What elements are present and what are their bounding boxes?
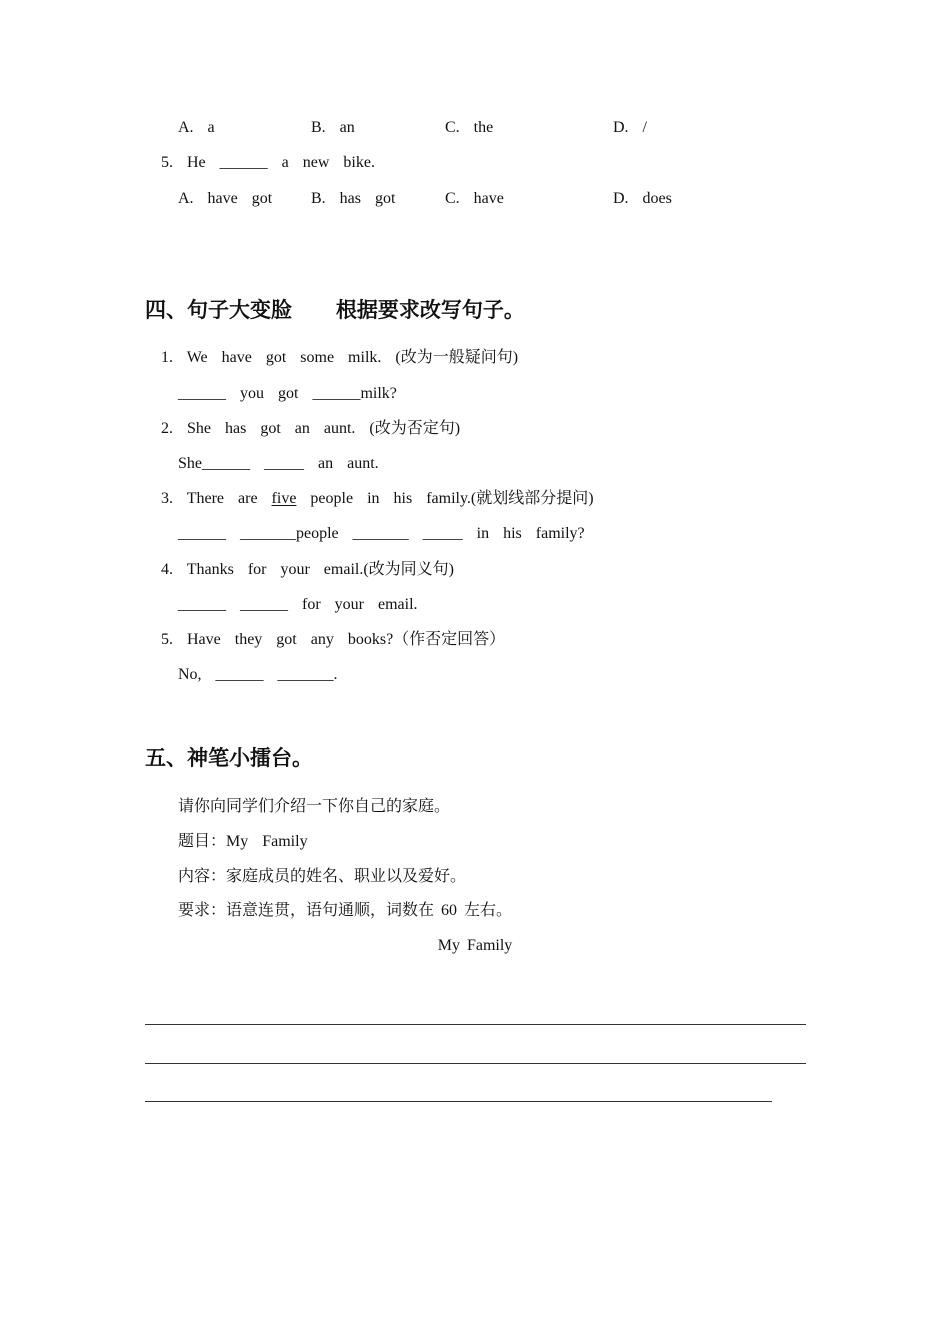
q5-option-c: C. have — [445, 190, 504, 207]
s5-content: 内容：家庭成员的姓名、职业以及爱好。 — [178, 868, 467, 885]
s4-q1-question: 1. We have got some milk. (改为一般疑问句) — [161, 349, 519, 366]
writing-line — [145, 1024, 806, 1025]
s4-q4-question: 4. Thanks for your email.(改为同义句) — [161, 561, 454, 578]
s4-q4-answer: ______ ______ for your email. — [178, 596, 418, 613]
s4-q5-question: 5. Have they got any books?（作否定回答） — [161, 631, 506, 648]
q4-option-c: C. the — [445, 119, 494, 136]
q5-option-d: D. does — [613, 190, 672, 207]
s4-q3-answer: ______ _______people _______ _____ in his family? — [178, 525, 585, 542]
q5-option-a: A. have got — [178, 190, 273, 207]
section5-heading: 五、神笔小擂台。 — [145, 746, 313, 770]
q5-stem: 5. He ______ a new bike. — [161, 154, 375, 171]
writing-line — [145, 1063, 806, 1064]
s5-requirement: 要求：语意连贯，语句通顺，词数在 60 左右。 — [178, 902, 513, 919]
q4-option-b: B. an — [311, 119, 355, 136]
essay-title: My Family — [437, 937, 513, 954]
s4-q3-question-pre: 3. There are — [161, 490, 272, 507]
q5-option-b: B. has got — [311, 190, 396, 207]
q4-option-d: D. / — [613, 119, 647, 136]
s4-q5-answer: No, ______ _______. — [178, 666, 338, 683]
s4-q3-underlined-word: five — [271, 490, 297, 507]
s4-q1-answer: ______ you got ______milk? — [178, 385, 397, 402]
writing-line — [145, 1101, 772, 1102]
section4-heading: 四、句子大变脸 根据要求改写句子。 — [145, 298, 525, 322]
s5-topic: 题目：My Family — [178, 833, 308, 850]
s4-q3-question-post: people in his family.(就划线部分提问) — [296, 490, 594, 507]
q4-option-a: A. a — [178, 119, 215, 136]
s4-q2-question: 2. She has got an aunt. (改为否定句) — [161, 420, 461, 437]
s5-prompt: 请你向同学们介绍一下你自己的家庭。 — [178, 798, 451, 815]
s4-q2-answer: She______ _____ an aunt. — [178, 455, 379, 472]
s4-q3-question — [161, 489, 594, 509]
